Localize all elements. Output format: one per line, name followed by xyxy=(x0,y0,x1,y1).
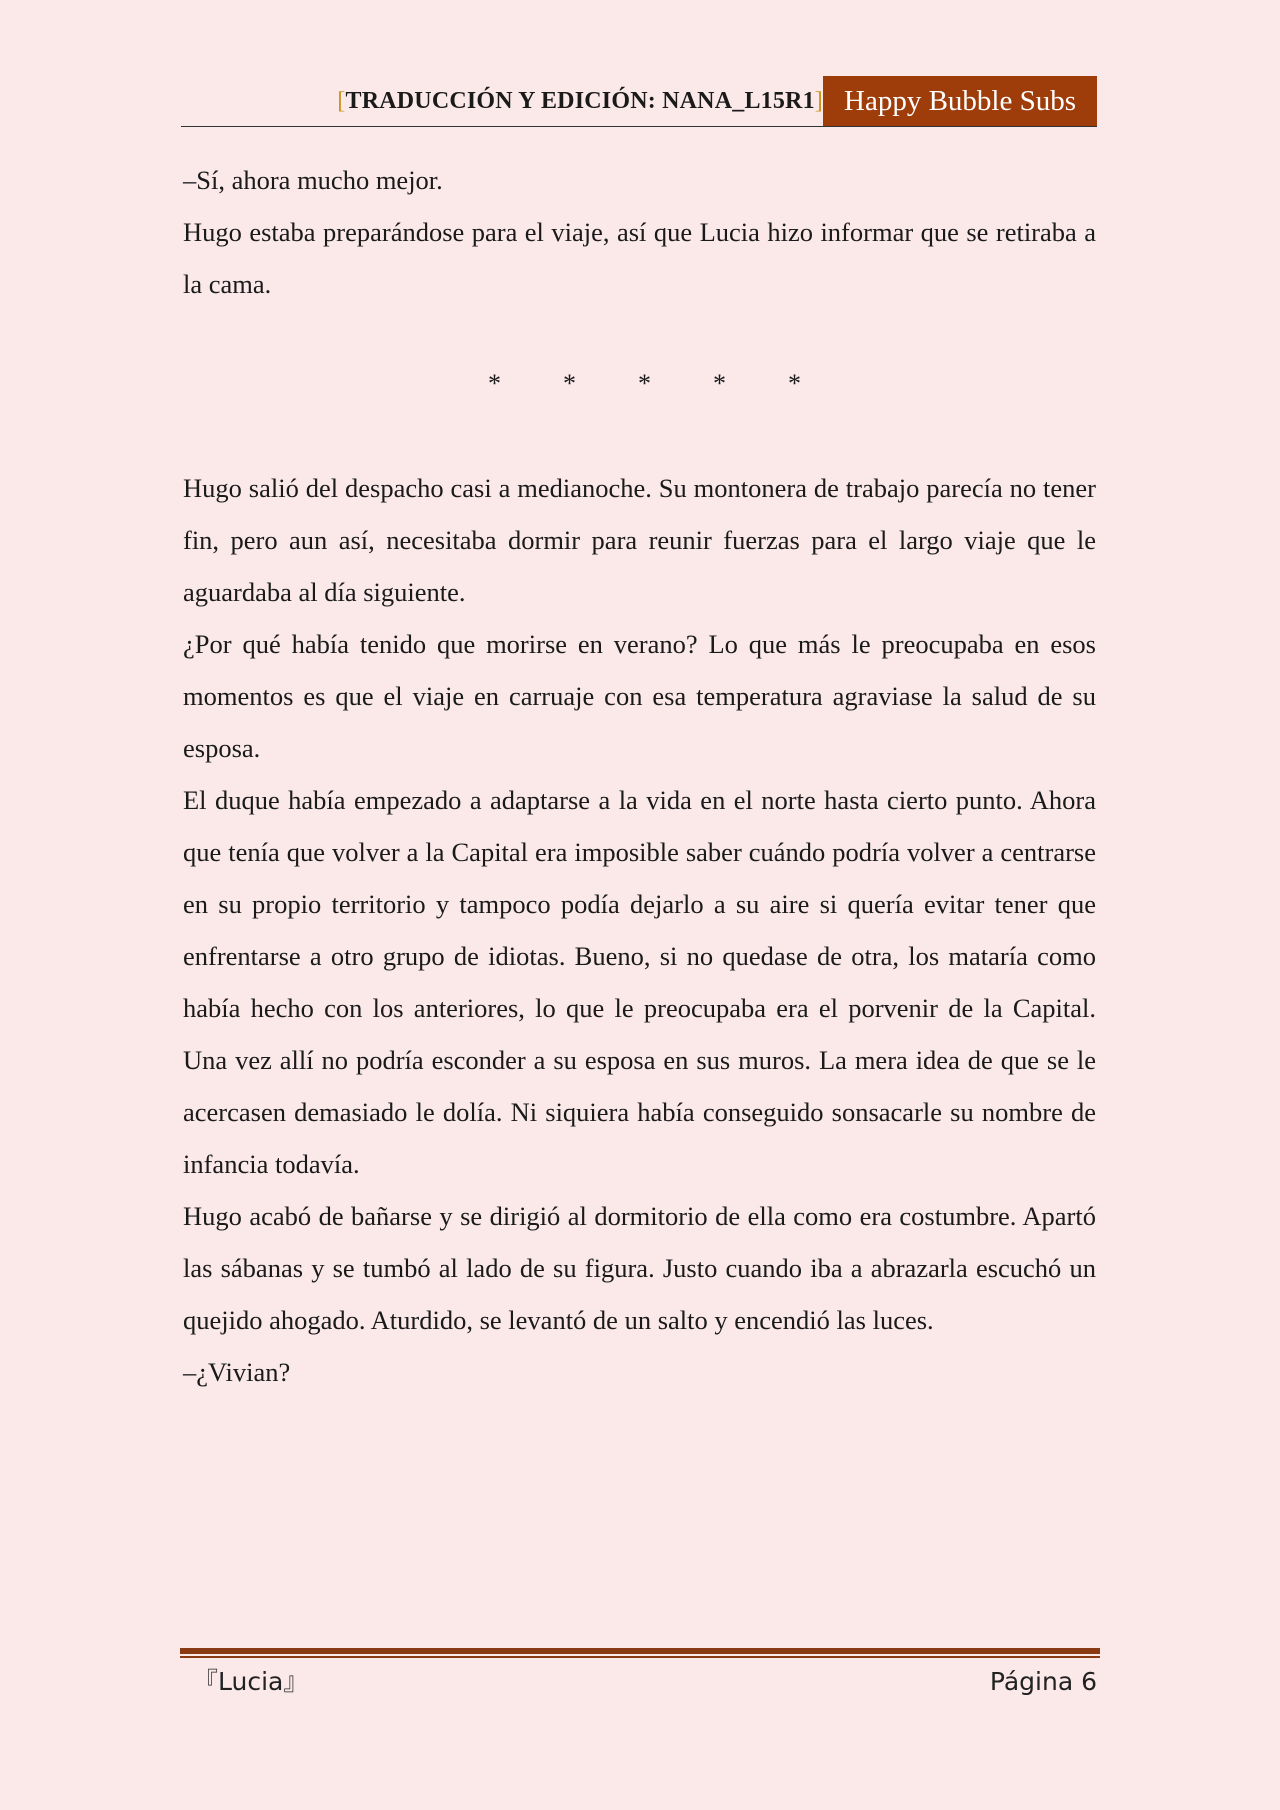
credit-text: TRADUCCIÓN Y EDICIÓN: NANA_L15R1 xyxy=(345,88,815,114)
credit-open-bracket: [ xyxy=(337,88,346,114)
scene-break-asterisk: * xyxy=(638,369,651,398)
paragraph: ¿Por qué había tenido que morirse en verano? Lo que más le preocupaba en esos momentos es que el viaje en carruaje con esa temperatura agraviase la salud de su esposa. xyxy=(183,629,1096,763)
footer-rule-thick xyxy=(180,1648,1100,1654)
paragraph: Hugo acabó de bañarse y se dirigió al dormitorio de ella como era costumbre. Apartó las sábanas y se tumbó al lado de su figura. Justo cuando iba a abrazarla escuchó un quejido ahogado. Aturdido, se levantó de un salto y encendió las luces. xyxy=(183,1201,1096,1335)
paragraph: –¿Vivian? xyxy=(183,1357,291,1387)
scene-break-asterisk: * xyxy=(788,369,801,398)
paragraph: El duque había empezado a adaptarse a la vida en el norte hasta cierto punto. Ahora que tenía que volver a la Capital era imposible saber cuándo podría volver a centrarse en su propio territorio y tampoco podía dejarlo a su aire si quería evitar tener que enfrentarse a otro grupo de idiotas. Bueno, si no quedase de otra, los mataría como había hecho con los anteriores, lo que le preocupaba era el porvenir de la Capital. Una vez allí no podría esconder a su esposa en sus muros. La mera idea de que se le acercasen demasiado le dolía. Ni siquiera había conseguido sonsacarle su nombre de infancia todavía. xyxy=(183,785,1096,1179)
group-name-banner: Happy Bubble Subs xyxy=(823,76,1097,126)
paragraph: Hugo salió del despacho casi a medianoche. Su montonera de trabajo parecía no tener fin, pero aun así, necesitaba dormir para reunir fuerzas para el largo viaje que le aguardaba al día siguiente. xyxy=(183,473,1096,607)
paragraph: Hugo estaba preparándose para el viaje, así que Lucia hizo informar que se retiraba a la cama. xyxy=(183,217,1096,299)
page-body xyxy=(183,154,1096,1398)
credit-close-bracket: ] xyxy=(814,88,823,114)
page-number: Página 6 xyxy=(989,1667,1097,1696)
scene-break-asterisk: * xyxy=(563,369,576,398)
footer-rule-thin xyxy=(180,1656,1100,1658)
footer-book-title: 『Lucia』 xyxy=(193,1667,309,1696)
translation-credit xyxy=(337,88,823,115)
page-header xyxy=(181,76,1097,127)
scene-break-asterisk: * xyxy=(488,369,501,398)
paragraph: –Sí, ahora mucho mejor. xyxy=(183,165,443,195)
scene-break xyxy=(183,358,1096,410)
scene-break-asterisk: * xyxy=(713,369,726,398)
